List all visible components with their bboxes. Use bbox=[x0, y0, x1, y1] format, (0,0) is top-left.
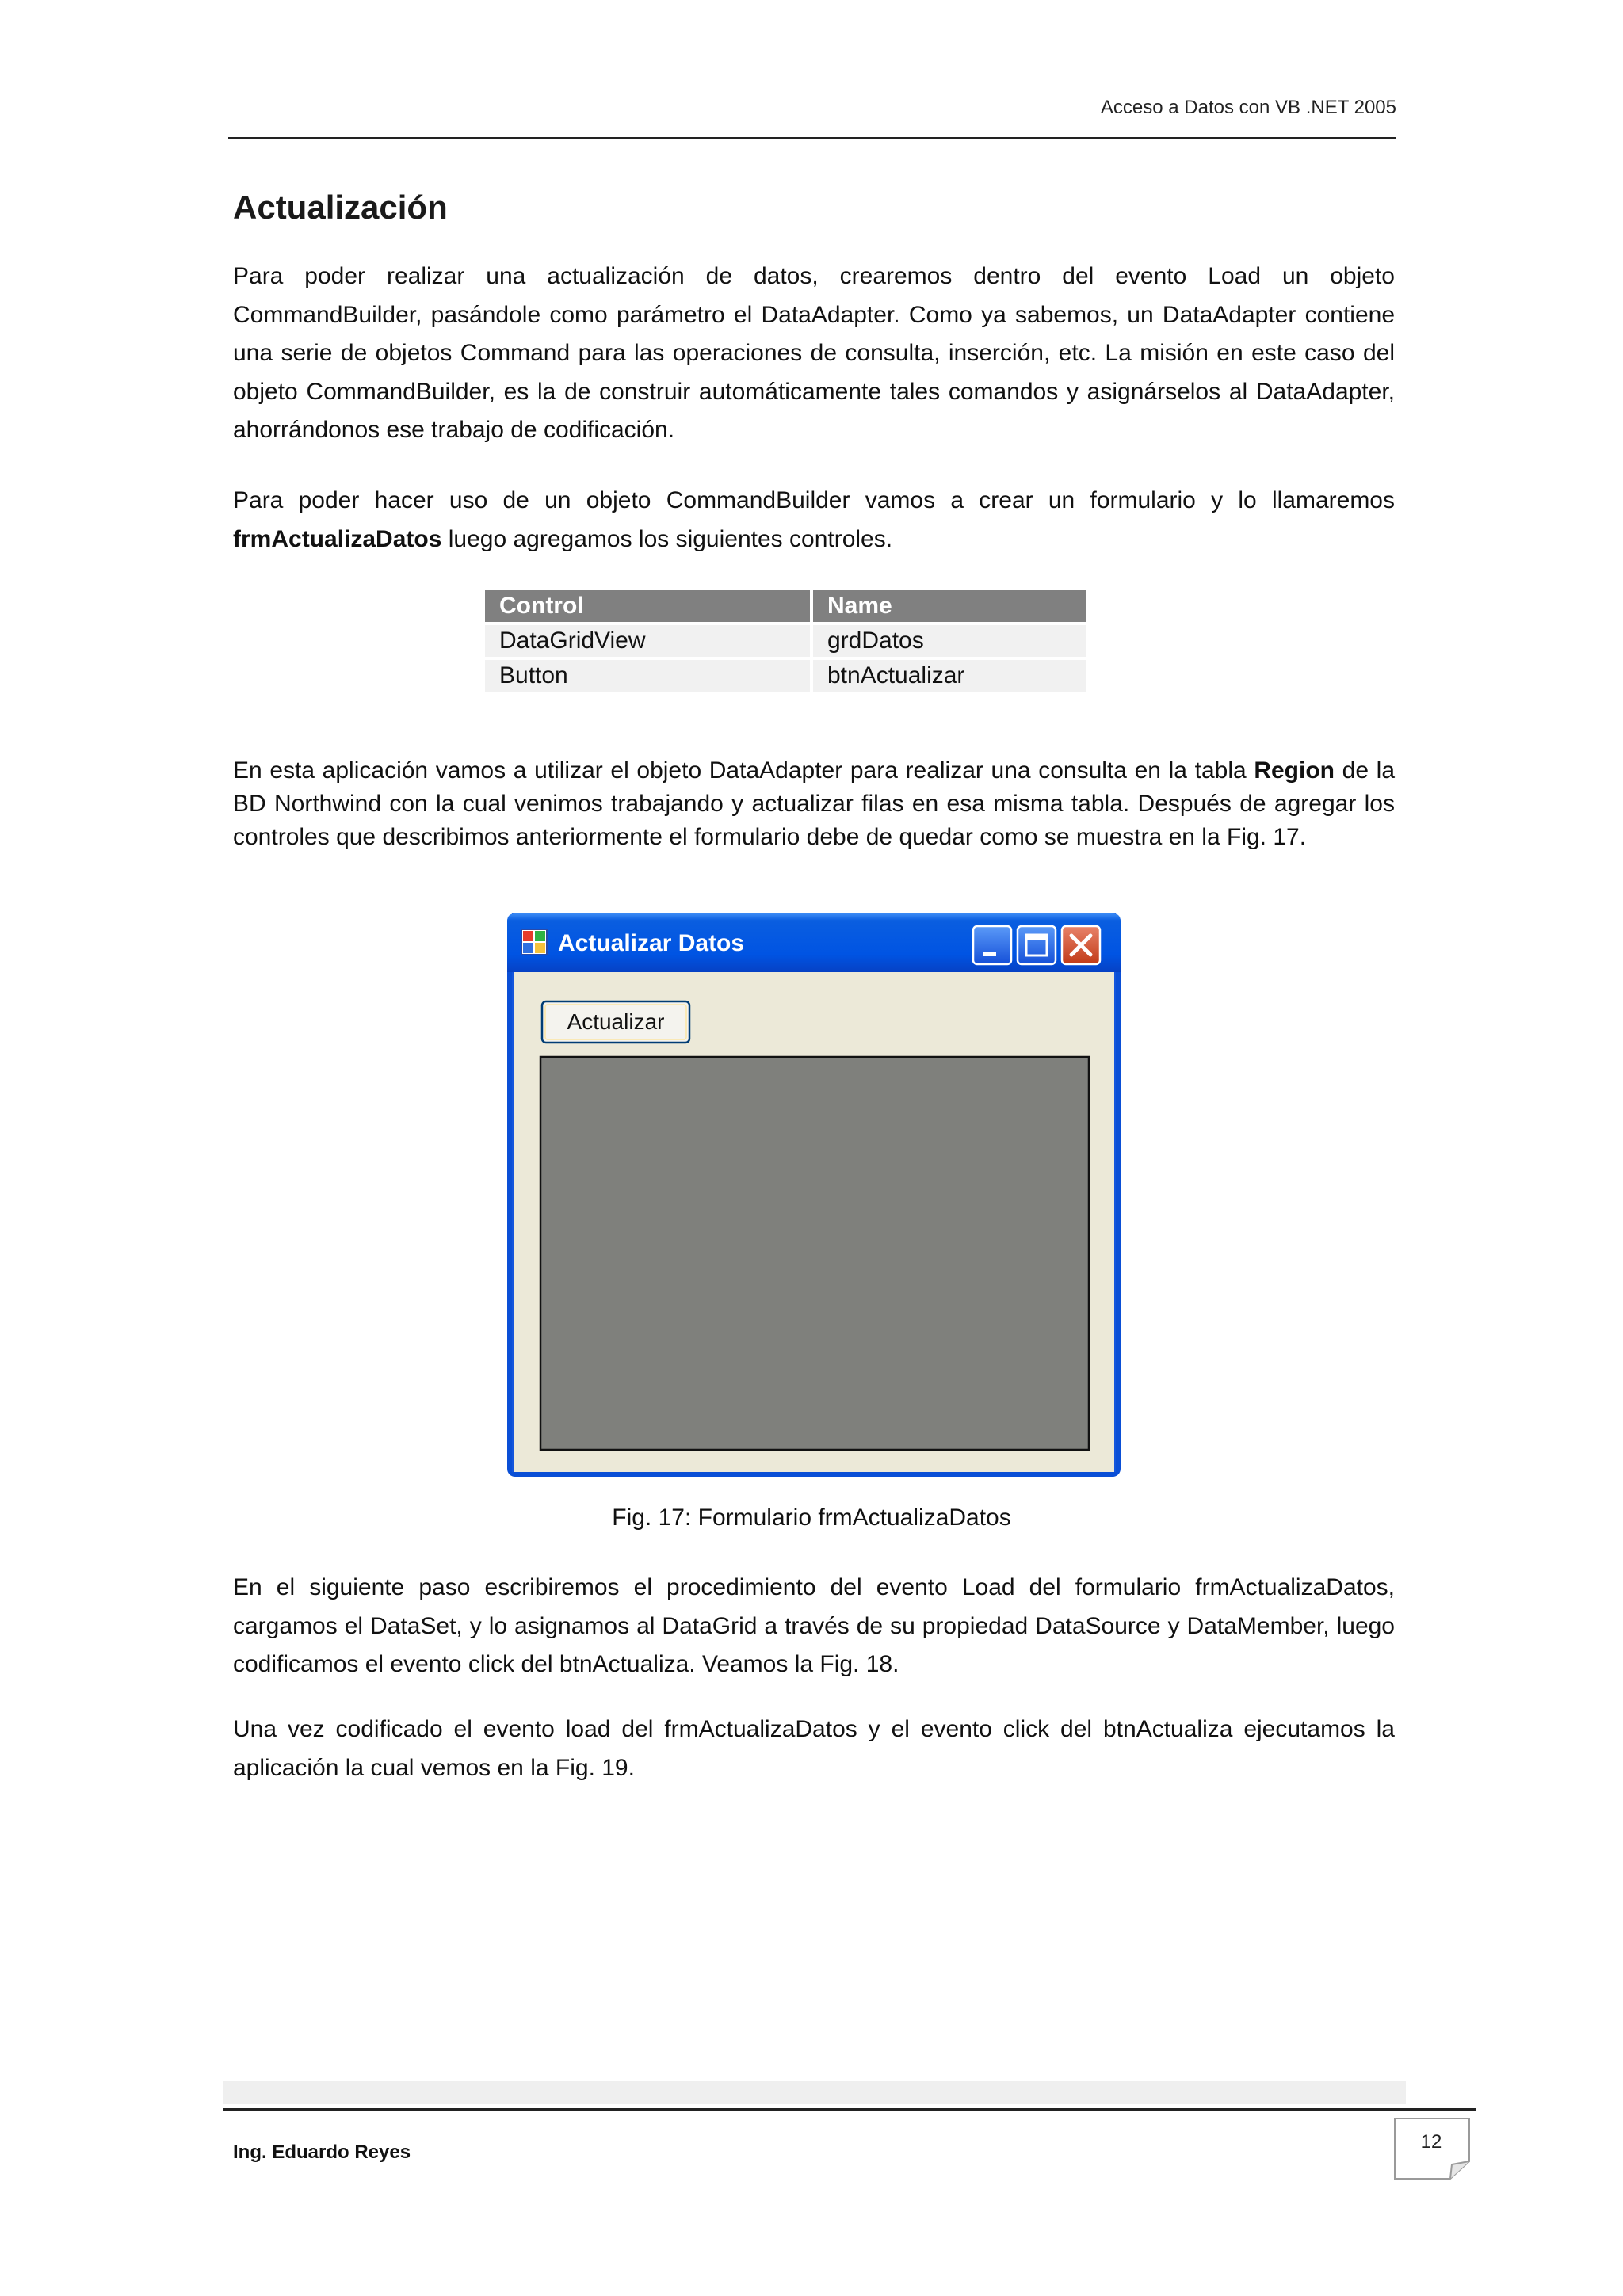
paragraph-3 bbox=[233, 754, 1395, 854]
maximize-button[interactable] bbox=[1018, 926, 1056, 964]
table-row bbox=[485, 660, 1086, 692]
paragraph-3-text-end: de la BD Northwind con la cual venimos trabajando y actualizar filas en esa misma tabla. Después de agregar los controles que describimos anteriormente el formulario debe de quedar como se muestra en la Fig. 17. bbox=[233, 757, 1396, 850]
table-name-bold: Region bbox=[1254, 757, 1335, 784]
close-button[interactable] bbox=[1062, 926, 1100, 964]
actualizar-button[interactable] bbox=[542, 1001, 689, 1043]
paragraph-5: Una vez codificado el evento load del frmActualizaDatos y el evento click del btnActualiza ejecutamos la aplicación la cual vemos en la Fig. 19. bbox=[233, 1716, 1395, 1781]
app-icon bbox=[521, 929, 547, 955]
form-screenshot bbox=[507, 913, 1121, 1477]
paragraph-2-text: Para poder hacer uso de un objeto CommandBuilder vamos a crear un formulario y lo llamaremos bbox=[233, 487, 1395, 513]
controls-table bbox=[485, 587, 1086, 695]
paragraph-2 bbox=[233, 482, 1395, 559]
table-header-cell: Name bbox=[813, 590, 1086, 622]
table-header-row bbox=[485, 590, 1086, 622]
table-cell: btnActualizar bbox=[813, 660, 1086, 692]
paragraph-4: En el siguiente paso escribiremos el procedimiento del evento Load del formulario frmActualizaDatos, cargamos el DataSet, y lo asignamos al DataGrid a través de su propiedad DataSource y DataMember, luego codificamos el evento click del btnActualiza. Veamos la Fig. 18. bbox=[233, 1574, 1395, 1677]
window-title: Actualizar Datos bbox=[558, 930, 745, 956]
actualizar-button-label: Actualizar bbox=[567, 1009, 665, 1034]
footer-rule bbox=[223, 2108, 1476, 2111]
form-name-bold: frmActualizaDatos bbox=[233, 525, 442, 552]
data-grid-view[interactable] bbox=[540, 1057, 1089, 1450]
footer-author: Ing. Eduardo Reyes bbox=[233, 2142, 411, 2163]
table-cell: grdDatos bbox=[813, 625, 1086, 657]
table-cell: DataGridView bbox=[485, 625, 813, 657]
minimize-button[interactable] bbox=[973, 926, 1011, 964]
page-number: 12 bbox=[1420, 2131, 1442, 2153]
minimize-icon bbox=[983, 952, 996, 956]
table-cell: Button bbox=[485, 660, 813, 692]
paragraph-1: Para poder realizar una actualización de datos, crearemos dentro del evento Load un objeto CommandBuilder, pasándole como parámetro el DataAdapter. Como ya sabemos, un DataAdapter contiene una serie de objetos Command para las operaciones de consulta, inserción, etc. La misión en este caso del objeto CommandBuilder, es la de construir automáticamente tales comandos y asignárselos al DataAdapter, ahorrándonos ese trabajo de codificación. bbox=[233, 263, 1395, 443]
footer-band bbox=[223, 2081, 1406, 2104]
paragraph-2-text-end: luego agregamos los siguientes controles. bbox=[441, 525, 893, 552]
table-row bbox=[485, 625, 1086, 657]
running-header: Acceso a Datos con VB .NET 2005 bbox=[1100, 97, 1396, 118]
section-title: Actualización bbox=[233, 189, 448, 226]
table-header-cell: Control bbox=[485, 590, 813, 622]
paragraph-3-text: En esta aplicación vamos a utilizar el objeto DataAdapter para realizar una consulta en la tabla bbox=[233, 757, 1254, 784]
header-rule bbox=[228, 137, 1396, 139]
figure-caption: Fig. 17: Formulario frmActualizaDatos bbox=[612, 1505, 1011, 1531]
